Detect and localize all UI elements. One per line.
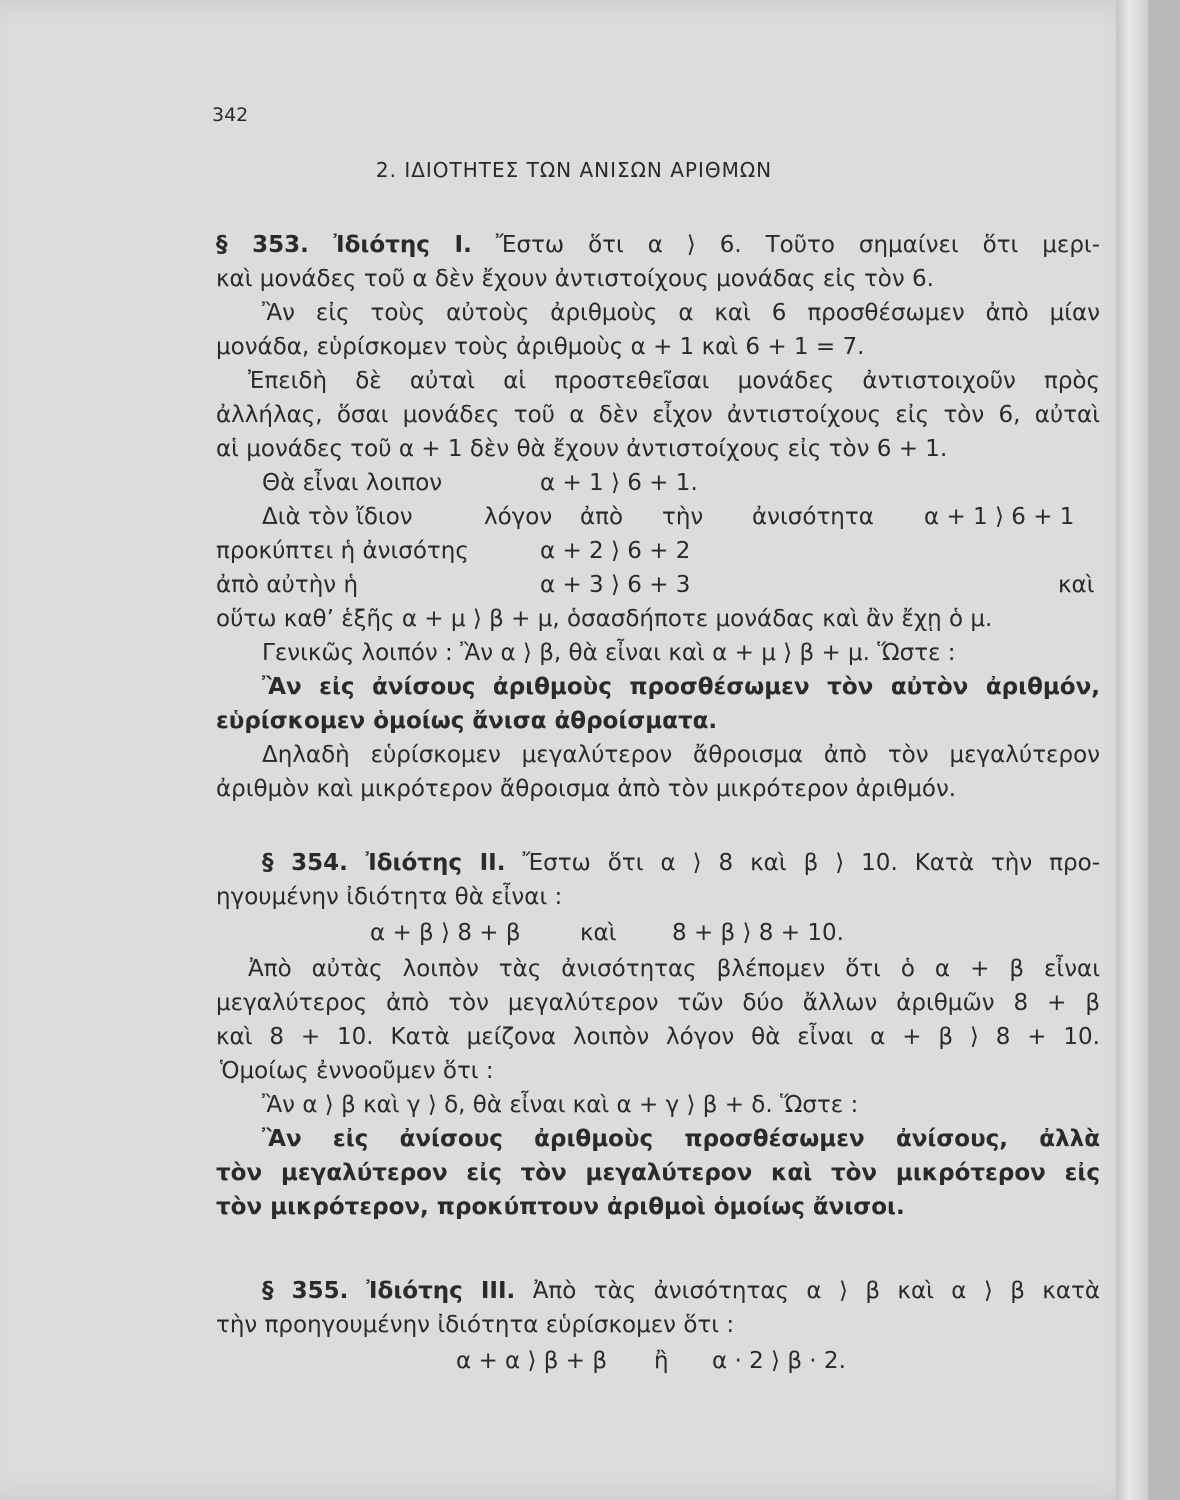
s354-eq1-mid: καὶ xyxy=(580,920,617,946)
s354-eq1-right: 8 + β ⟩ 8 + 10. xyxy=(672,920,844,946)
s353-line3: Ἂν εἰς τοὺς αὐτοὺς ἀριθμοὺς α καὶ 6 προσθέσωμεν ἀπὸ μίαν xyxy=(262,300,1100,326)
s353-tha-expr: α + 1 ⟩ 6 + 1. xyxy=(540,470,698,496)
s353-label: § 353. Ἰδιότης Ι. xyxy=(216,232,472,258)
s353-line5: Ἐπειδὴ δὲ αὐταὶ αἱ προστεθεῖσαι μονάδες ἀντιστοιχοῦν πρὸς xyxy=(248,368,1100,394)
s353-tha-label: Θὰ εἶναι λοιπον xyxy=(262,470,443,496)
s355-eq-mid: ἢ xyxy=(654,1348,669,1374)
page-edge xyxy=(1116,0,1148,1500)
s354-rule2: τὸν μεγαλύτερον εἰς τὸν μεγαλύτερον καὶ τὸν μικρότερον εἰς xyxy=(216,1160,1100,1186)
s353-prok-expr: α + 2 ⟩ 6 + 2 xyxy=(540,538,691,564)
s353-prok-label: προκύπτει ἡ ἀνισότης xyxy=(216,538,469,564)
s354-eq1-left: α + β ⟩ 8 + β xyxy=(370,920,521,946)
s353-dia-4: τὴν xyxy=(662,504,704,530)
s354-line1: § 354. Ἰδιότης ΙΙ. Ἔστω ὅτι α ⟩ 8 καὶ β ⟩ 10. Κατὰ τὴν προ- xyxy=(262,850,1101,876)
s355-eq-left: α + α ⟩ β + β xyxy=(456,1348,608,1374)
s355-line1: § 355. Ἰδιότης ΙΙΙ. Ἀπὸ τὰς ἀνισότητας α ⟩ β καὶ α ⟩ β κατὰ xyxy=(262,1278,1100,1304)
s355-label: § 355. Ἰδιότης ΙΙΙ. xyxy=(262,1278,516,1304)
section-heading: 2. ΙΔΙΟΤΗΤΕΣ ΤΩΝ ΑΝΙΣΩΝ ΑΡΙΘΜΩΝ xyxy=(375,158,773,182)
s353-line4: μονάδα, εὑρίσκομεν τοὺς ἀριθμοὺς α + 1 καὶ 6 + 1 = 7. xyxy=(216,334,865,360)
s353-line9: Γενικῶς λοιπόν : Ἂν α ⟩ β, θὰ εἶναι καὶ α + μ ⟩ β + μ. Ὥστε : xyxy=(262,640,956,666)
s353-dia-5: ἀνισότητα xyxy=(752,504,874,530)
s353-line7: αἱ μονάδες τοῦ α + 1 δὲν θὰ ἔχουν ἀντιστοίχους εἰς τὸν 6 + 1. xyxy=(216,436,948,462)
s353-rule2: εὑρίσκομεν ὁμοίως ἄνισα ἀθροίσματα. xyxy=(216,708,718,734)
s354-rule3: τὸν μικρότερον, προκύπτουν ἀριθμοὶ ὁμοίως ἄνισοι. xyxy=(216,1194,905,1220)
s353-dia-expr: α + 1 ⟩ 6 + 1 xyxy=(924,504,1075,530)
s353-line6: ἀλλήλας, ὅσαι μονάδες τοῦ α δὲν εἶχον ἀντιστοίχους εἰς τὸν 6, αὐταὶ xyxy=(216,402,1100,428)
page-number: 342 xyxy=(212,104,249,126)
s354-line5: καὶ 8 + 10. Κατὰ μείζονα λοιπὸν λόγον θὰ εἶναι α + β ⟩ 8 + 10. xyxy=(216,1024,1100,1050)
s354-line3: Ἀπὸ αὐτὰς λοιπὸν τὰς ἀνισότητας βλέπομεν ὅτι ὁ α + β εἶναι xyxy=(248,956,1100,982)
s353-line2: καὶ μονάδες τοῦ α δὲν ἔχουν ἀντιστοίχους μονάδας εἰς τὸν 6. xyxy=(216,266,934,292)
s353-dia-2: λόγον xyxy=(484,504,553,530)
s354-line2: ηγουμένην ἰδιότητα θὰ εἶναι : xyxy=(216,884,563,910)
s354-line6: Ὁμοίως ἐννοοῦμεν ὅτι : xyxy=(220,1058,494,1084)
s355-eq-right: α · 2 ⟩ β · 2. xyxy=(712,1348,846,1374)
s355-line2: τὴν προηγουμένην ἰδιότητα εὑρίσκομεν ὅτι : xyxy=(216,1312,735,1338)
s353-line11: ἀριθμὸν καὶ μικρότερον ἄθροισμα ἀπὸ τὸν μικρότερον ἀριθμόν. xyxy=(216,776,957,802)
s353-apo-expr: α + 3 ⟩ 6 + 3 xyxy=(540,572,691,598)
s353-dia-3: ἀπὸ xyxy=(580,504,624,530)
s354-line4: μεγαλύτερος ἀπὸ τὸν μεγαλύτερον τῶν δύο ἄλλων ἀριθμῶν 8 + β xyxy=(216,990,1100,1016)
s353-dia-1: Διὰ τὸν ἴδιον xyxy=(262,504,413,530)
s354-label: § 354. Ἰδιότης ΙΙ. xyxy=(262,850,506,876)
s354-line7: Ἂν α ⟩ β καὶ γ ⟩ δ, θὰ εἶναι καὶ α + γ ⟩ β + δ. Ὥστε : xyxy=(262,1092,859,1118)
s353-line10: Δηλαδὴ εὑρίσκομεν μεγαλύτερον ἄθροισμα ἀπὸ τὸν μεγαλύτερον xyxy=(262,742,1100,768)
s353-line1: § 353. Ἰδιότης Ι. Ἔστω ὅτι α ⟩ 6. Τοῦτο σημαίνει ὅτι μερι- xyxy=(216,232,1101,258)
s353-apo-label: ἀπὸ αὐτὴν ἡ xyxy=(216,572,359,598)
s353-rule1: Ἂν εἰς ἀνίσους ἀριθμοὺς προσθέσωμεν τὸν αὐτὸν ἀριθμόν, xyxy=(262,674,1100,700)
s353-apo-kai: καὶ xyxy=(1058,572,1095,598)
s353-line8: οὕτω καθ’ ἑξῆς α + μ ⟩ β + μ, ὁσασδήποτε μονάδας καὶ ἂν ἔχῃ ὁ μ. xyxy=(216,606,993,632)
s354-rule1: Ἂν εἰς ἀνίσους ἀριθμοὺς προσθέσωμεν ἀνίσους, ἀλλὰ xyxy=(262,1126,1100,1152)
